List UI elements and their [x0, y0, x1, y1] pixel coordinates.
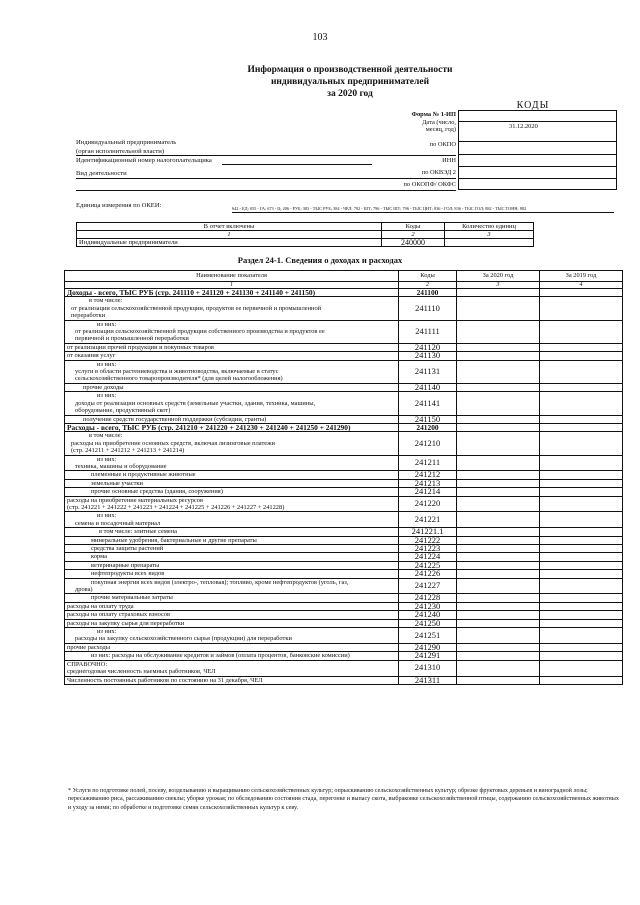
indicator-name	[65, 619, 399, 627]
indicator-line: Численность постоянных работников по состоянию на 31 декабря, ЧЕЛ	[67, 676, 263, 684]
value-2020-cell	[457, 352, 540, 360]
value-2019-cell	[540, 352, 623, 360]
table-row	[65, 360, 623, 383]
indicator-line: семена и посадочный материал	[75, 519, 161, 527]
value-2019-cell	[540, 383, 623, 391]
value-2019-cell	[540, 652, 623, 660]
indicator-name	[65, 352, 399, 360]
table-row	[65, 297, 623, 320]
value-2019-cell	[540, 320, 623, 343]
value-2019-cell	[540, 570, 623, 578]
indicator-name	[65, 343, 399, 351]
col-number-2: 2	[399, 282, 457, 289]
table-row	[65, 578, 623, 594]
units-codes: 642 - ЕД; 055 - ГА; 673 - Ц; 206 - РУБ; 383 - ТЫС РУБ; 384 - ЧЕЛ; 792 - ШТ; 796 - ТЫС ШТ; 796 - ТЫС ЦНТ; 836 - ГОЛ; 836 - ТЫС ГОЛ; 882 - ТЫС ТОНН; 882	[232, 206, 527, 211]
value-2019-cell	[540, 611, 623, 619]
value-2020-cell	[457, 289, 540, 297]
indicator-line: расходы на оплату труда	[67, 602, 134, 610]
tin-label: Идентификационный номер налогоплательщика	[76, 157, 212, 164]
table-row	[65, 536, 623, 544]
table-row	[65, 628, 623, 644]
indicator-line: получение средств государственной поддержки (субсидии, гранты)	[83, 415, 267, 423]
value-2020-cell	[457, 553, 540, 561]
table-row	[65, 512, 623, 528]
indicator-line: сельскохозяйственного товаропроизводителя* (для целей налогообложения)	[75, 375, 283, 383]
indicator-name	[65, 561, 399, 569]
table-row	[65, 594, 623, 602]
indicator-name	[65, 643, 399, 651]
col-number-1: 1	[65, 282, 399, 289]
value-2020-cell	[457, 676, 540, 684]
indicator-name	[65, 528, 399, 536]
report-header-codes: Коды	[382, 223, 445, 231]
indicator-name	[65, 455, 399, 471]
table-row	[65, 289, 623, 297]
table-row	[65, 392, 623, 415]
value-2019-cell	[540, 619, 623, 627]
table-row	[65, 652, 623, 660]
indicator-line: расходы на закупку сельскохозяйственного сырья (продукции) для переработки	[75, 635, 292, 643]
value-2019-cell	[540, 343, 623, 351]
indicator-line: средства защиты растений	[91, 545, 164, 552]
row-code: 241250	[399, 619, 457, 627]
row-code: 241228	[399, 594, 457, 602]
value-2019-cell	[540, 479, 623, 487]
row-code: 241131	[399, 360, 457, 383]
indicator-line: из них:	[97, 360, 117, 368]
value-2020-cell	[457, 643, 540, 651]
value-2020-cell	[457, 455, 540, 471]
report-row-label: Индивидуальные предприниматели	[77, 239, 382, 247]
value-2019-cell	[540, 512, 623, 528]
value-2019-cell	[540, 423, 623, 431]
activity-line	[76, 178, 456, 179]
value-2020-cell	[457, 578, 540, 594]
indicator-name	[65, 611, 399, 619]
okopf-okfs-label: по ОКОПФ/ ОКФС	[403, 181, 456, 188]
income-expense-table	[64, 270, 623, 685]
indicator-line: в том числе:	[89, 297, 123, 305]
page-number: 103	[312, 32, 328, 43]
indicator-line: земельные участки	[91, 479, 143, 487]
indicator-line: из них:	[97, 628, 117, 636]
indicator-name	[65, 383, 399, 391]
okpo-label: по ОКПО	[429, 141, 456, 148]
indicator-name	[65, 512, 399, 528]
indicator-line: в том числе: элитные семена	[99, 528, 177, 536]
row-code: 241311	[399, 676, 457, 684]
value-2020-cell	[457, 528, 540, 536]
activity-label: Вид деятельности	[76, 170, 127, 177]
row-code: 241222	[399, 536, 457, 544]
indicator-name	[65, 392, 399, 415]
report-date-value: 31.12.2020	[509, 123, 538, 130]
row-code: 241141	[399, 392, 457, 415]
indicator-line: из них:	[97, 392, 117, 400]
table-row	[65, 455, 623, 471]
value-2020-cell	[457, 496, 540, 512]
indicator-name	[65, 578, 399, 594]
table-row	[65, 528, 623, 536]
value-2020-cell	[457, 512, 540, 528]
value-2019-cell	[540, 289, 623, 297]
date-label-1: Дата (число,	[422, 119, 456, 126]
row-code: 241213	[399, 479, 457, 487]
row-code: 241100	[399, 289, 457, 297]
authority-label: (орган исполнительной власти)	[76, 148, 165, 155]
value-2019-cell	[540, 392, 623, 415]
table-row	[65, 561, 623, 569]
report-col-number-1: 1	[77, 231, 382, 239]
row-code: 241140	[399, 383, 457, 391]
row-code: 241225	[399, 561, 457, 569]
value-2019-cell	[540, 578, 623, 594]
indicator-line: от реализации сельскохозяйственной продукции собственного производства и продуктов ее	[75, 328, 325, 336]
indicator-line: прочие расходы	[67, 643, 111, 651]
indicator-line: расходы на приобретение материальных ресурсов	[67, 496, 203, 504]
indicator-line: Доходы - всего, ТЫС РУБ (стр. 241110 + 241120 + 241130 + 241140 + 241150)	[67, 288, 316, 297]
row-code: 241110	[399, 297, 457, 320]
indicator-name	[65, 297, 399, 320]
indicator-line: покупная энергия всех видов (электро-, тепловая); топливо, кроме нефтепродуктов (уголь, газ,	[91, 578, 349, 586]
table-row	[65, 383, 623, 391]
indicator-name	[65, 676, 399, 684]
indicator-line: расходы на приобретение основных средств, включая лизинговые платежи	[71, 439, 275, 447]
value-2019-cell	[540, 496, 623, 512]
value-2020-cell	[457, 602, 540, 610]
indicator-line: прочие основные средства (здания, сооружения)	[91, 488, 223, 496]
units-label: Единица измерения по ОКЕИ:	[76, 202, 162, 209]
section-title: Раздел 24-1. Сведения о доходах и расходах	[237, 255, 403, 265]
table-row	[65, 432, 623, 455]
indicator-line: корма	[91, 553, 107, 561]
value-2020-cell	[457, 471, 540, 479]
indicator-line: расходы на оплату страховых взносов	[67, 611, 171, 619]
value-2019-cell	[540, 643, 623, 651]
form-title-line-1: Информация о производственной деятельности	[247, 65, 453, 75]
row-code: 241223	[399, 545, 457, 553]
value-2020-cell	[457, 423, 540, 431]
report-units-table	[76, 222, 534, 247]
codes-heading: КОДЫ	[516, 100, 550, 111]
col-header-2020: За 2020 год	[457, 271, 540, 282]
col-header-codes: Коды	[399, 271, 457, 282]
form-title-line-3: за 2020 год	[327, 89, 373, 99]
indicator-line: от реализации сельскохозяйственной продукции, продуктов ее первичной и промышленной	[71, 304, 322, 312]
row-code: 241291	[399, 652, 457, 660]
indicator-line: минеральные удобрения, бактериальные и другие препараты	[91, 536, 257, 544]
row-code: 241211	[399, 455, 457, 471]
indicator-name	[65, 652, 399, 660]
value-2020-cell	[457, 432, 540, 455]
report-col-number-2: 2	[382, 231, 445, 239]
value-2019-cell	[540, 415, 623, 423]
table-row	[65, 611, 623, 619]
table-row	[65, 488, 623, 496]
value-2019-cell	[540, 455, 623, 471]
indicator-name	[65, 496, 399, 512]
value-2020-cell	[457, 479, 540, 487]
row-code: 241120	[399, 343, 457, 351]
indicator-name	[65, 628, 399, 644]
row-code: 241221	[399, 512, 457, 528]
row-code: 241224	[399, 553, 457, 561]
indicator-name	[65, 360, 399, 383]
report-row-code: 240000	[382, 239, 445, 247]
indicator-line: оборудование, продуктивный скот)	[75, 407, 171, 415]
indicator-line: среднегодовая численность наемных работников, ЧЕЛ	[67, 668, 216, 676]
table-row	[65, 471, 623, 479]
value-2020-cell	[457, 545, 540, 553]
indicator-line: техника, машины и оборудование	[75, 462, 167, 470]
indicator-line: доходы от реализации основных средств (земельные участки, здания, техника, машины,	[75, 399, 316, 407]
row-code: 241230	[399, 602, 457, 610]
table-row	[65, 570, 623, 578]
value-2020-cell	[457, 570, 540, 578]
table-row	[65, 423, 623, 431]
indicator-line: из них:	[97, 512, 117, 520]
value-2019-cell	[540, 432, 623, 455]
row-code: 241150	[399, 415, 457, 423]
table-row	[65, 553, 623, 561]
value-2019-cell	[540, 297, 623, 320]
indicator-line: племенные и продуктивные животные	[91, 471, 196, 479]
col-number-3: 3	[457, 282, 540, 289]
value-2019-cell	[540, 545, 623, 553]
report-header-count: Количество единиц	[445, 223, 534, 231]
value-2020-cell	[457, 343, 540, 351]
indicator-name	[65, 660, 399, 676]
indicator-line: расходы на закупку сырья для переработки	[67, 619, 185, 627]
value-2020-cell	[457, 611, 540, 619]
table-row	[65, 320, 623, 343]
value-2020-cell	[457, 660, 540, 676]
value-2019-cell	[540, 488, 623, 496]
indicator-line: от реализации прочей продукции и покупных товаров	[67, 343, 214, 351]
value-2019-cell	[540, 471, 623, 479]
value-2019-cell	[540, 602, 623, 610]
value-2020-cell	[457, 415, 540, 423]
indicator-line: прочие материальные затраты	[91, 594, 173, 602]
report-row-count	[445, 239, 534, 247]
indicator-name	[65, 602, 399, 610]
row-code: 241240	[399, 611, 457, 619]
row-code: 241200	[399, 423, 457, 431]
value-2020-cell	[457, 652, 540, 660]
indicator-name	[65, 545, 399, 553]
table-row	[65, 496, 623, 512]
indicator-line: дрова)	[75, 586, 93, 594]
indicator-line: от оказания услуг	[67, 352, 116, 360]
table-row	[65, 643, 623, 651]
value-2019-cell	[540, 676, 623, 684]
value-2020-cell	[457, 360, 540, 383]
col-header-indicator: Наименование показателя	[65, 271, 399, 282]
table-row	[65, 352, 623, 360]
indicator-line: ветеринарные препараты	[91, 561, 160, 569]
table-row	[65, 545, 623, 553]
indicator-name	[65, 423, 399, 431]
indicator-line: (стр. 241221 + 241222 + 241223 + 241224 + 241225 + 241226 + 241227 + 241228)	[67, 503, 285, 511]
indicator-name	[65, 570, 399, 578]
value-2020-cell	[457, 628, 540, 644]
units-line	[232, 212, 614, 213]
codes-box	[458, 110, 617, 190]
row-code: 241220	[399, 496, 457, 512]
indicator-line: первичной и промышленной переработки	[75, 335, 189, 343]
table-row	[65, 676, 623, 684]
inn-label: ИНН	[442, 157, 456, 164]
table-row	[65, 660, 623, 676]
indicator-name	[65, 471, 399, 479]
indicator-line: в том числе:	[89, 432, 123, 440]
okved-label: по ОКВЭД 2	[421, 169, 456, 176]
value-2019-cell	[540, 528, 623, 536]
table-row	[65, 619, 623, 627]
row-code: 241130	[399, 352, 457, 360]
date-label-2: месяц, год)	[425, 126, 456, 133]
value-2020-cell	[457, 619, 540, 627]
row-code: 241310	[399, 660, 457, 676]
indicator-line: из них:	[97, 320, 117, 328]
value-2020-cell	[457, 297, 540, 320]
authority-line	[76, 155, 456, 156]
indicator-line: из них:	[97, 455, 117, 463]
indicator-name	[65, 536, 399, 544]
indicator-name	[65, 289, 399, 297]
row-code: 241210	[399, 432, 457, 455]
value-2020-cell	[457, 383, 540, 391]
form-number-label: Форма № 1-ИП	[411, 111, 456, 118]
value-2019-cell	[540, 594, 623, 602]
form-title-line-2: индивидуальных предпринимателей	[270, 77, 430, 87]
row-code: 241227	[399, 578, 457, 594]
indicator-line: нефтепродукты всех видов	[91, 570, 165, 578]
row-code: 241226	[399, 570, 457, 578]
tin-line	[222, 164, 372, 165]
value-2019-cell	[540, 660, 623, 676]
table-row	[65, 479, 623, 487]
value-2019-cell	[540, 628, 623, 644]
value-2020-cell	[457, 320, 540, 343]
indicator-line: Расходы - всего, ТЫС РУБ (стр. 241210 + 241220 + 241230 + 241240 + 241250 + 241290)	[67, 422, 351, 432]
value-2020-cell	[457, 594, 540, 602]
row-code: 241290	[399, 643, 457, 651]
value-2020-cell	[457, 392, 540, 415]
okopf-line	[76, 190, 456, 191]
row-code: 241251	[399, 628, 457, 644]
footnote: * Услуги по подготовке полей, посеву, возделыванию и выращиванию сельскохозяйственных культур; опрыскиванию сельскохозяйственных культур; обрезке фруктовых деревьев и виноградной лозы; пересаживанию риса, рассаживанию свеклы; уборке урожая; по обследованию состояния стада, перегонке и выпасу скота, выбраковке сельскохозяйственной птицы, содержанию сельскохозяйственных животных и уходу за ними; по обработке и подготовке семян сельскохозяйственных культур к севу.	[68, 788, 619, 811]
table-row	[65, 343, 623, 351]
value-2019-cell	[540, 553, 623, 561]
indicator-name	[65, 320, 399, 343]
indicator-name	[65, 479, 399, 487]
value-2019-cell	[540, 561, 623, 569]
indicator-name	[65, 432, 399, 455]
col-number-4: 4	[540, 282, 623, 289]
indicator-name	[65, 553, 399, 561]
entrepreneur-label: Индивидуальный предприниматель	[76, 139, 177, 146]
indicator-name	[65, 488, 399, 496]
indicator-line: из них: расходы на обслуживание кредитов и займов (оплата процентов, банковские комиссии)	[91, 652, 350, 660]
indicator-name	[65, 594, 399, 602]
value-2020-cell	[457, 561, 540, 569]
row-code: 241212	[399, 471, 457, 479]
report-col-number-3: 3	[445, 231, 534, 239]
value-2019-cell	[540, 360, 623, 383]
row-code: 241111	[399, 320, 457, 343]
value-2020-cell	[457, 488, 540, 496]
value-2020-cell	[457, 536, 540, 544]
indicator-line: СПРАВОЧНО:	[67, 660, 108, 668]
indicator-line: (стр. 241211 + 241212 + 241213 + 241214)	[71, 447, 185, 455]
indicator-line: услуги в области растениеводства и животноводства, включаемые в статус	[75, 368, 279, 376]
row-code: 241214	[399, 488, 457, 496]
value-2019-cell	[540, 536, 623, 544]
row-code: 241221.1	[399, 528, 457, 536]
indicator-line: переработки	[71, 312, 106, 320]
col-header-2019: За 2019 год	[540, 271, 623, 282]
table-row	[65, 602, 623, 610]
report-header-included: В отчет включены	[77, 223, 382, 231]
indicator-line: прочие доходы	[83, 383, 124, 391]
